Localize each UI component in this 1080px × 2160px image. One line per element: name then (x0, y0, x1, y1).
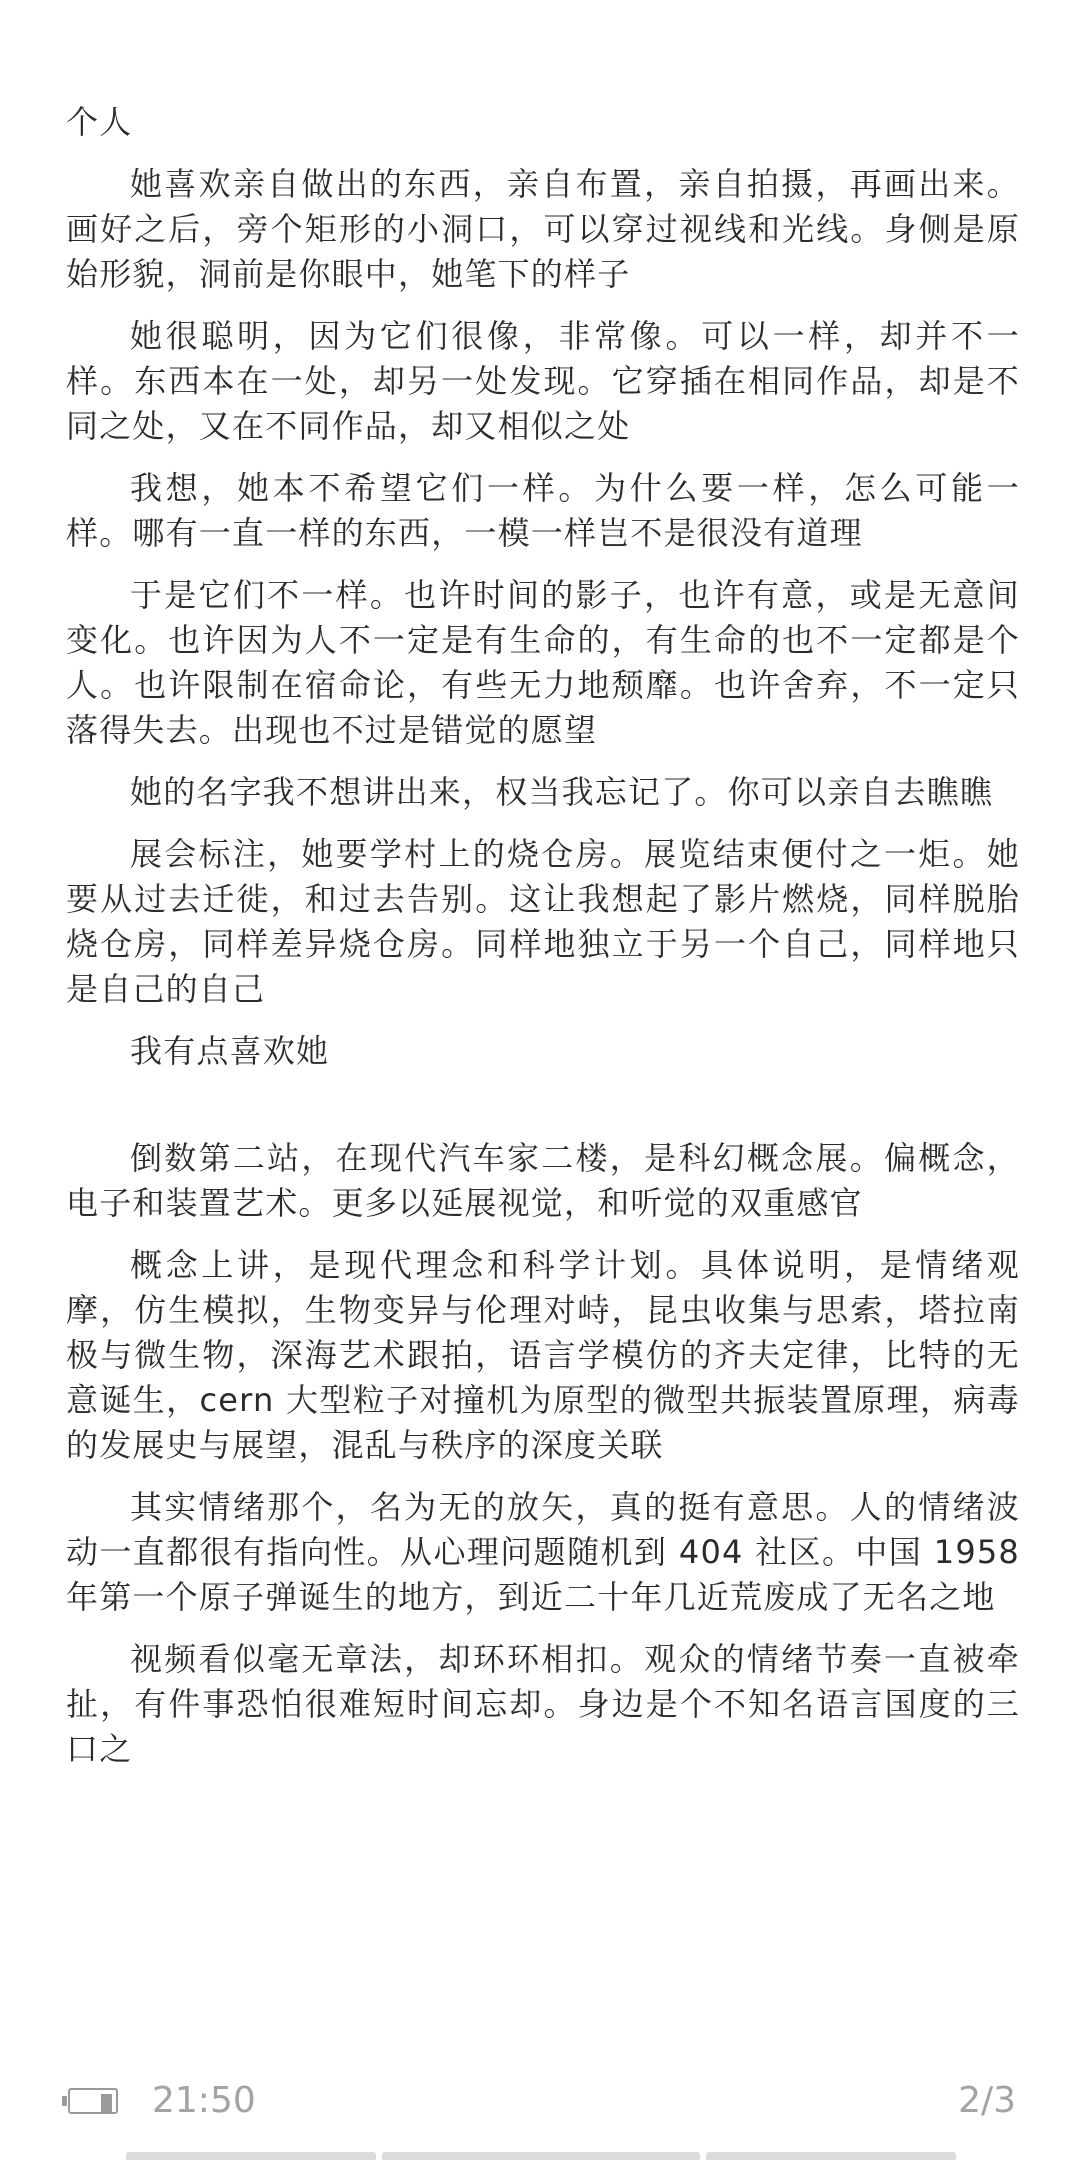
nav-strip-segment[interactable] (126, 2152, 376, 2160)
battery-level (101, 2094, 112, 2112)
bottom-nav-strip (0, 2148, 1080, 2160)
paragraph: 于是它们不一样。也许时间的影子，也许有意，或是无意间变化。也许因为人不一定是有生命的，有生命的也不一定都是个人。也许限制在宿命论，有些无力地颓靡。也许舍弃，不一定只落得失去。出现也不过是错觉的愿望 (66, 576, 1020, 749)
paragraph: 她的名字我不想讲出来，权当我忘记了。你可以亲自去瞧瞧 (130, 773, 994, 811)
paragraph: 我想，她本不希望它们一样。为什么要一样，怎么可能一样。哪有一直一样的东西，一模一样岂不是很没有道理 (66, 469, 1020, 552)
reader-status-bar (0, 2070, 1080, 2130)
paragraph-spacer (66, 1091, 1020, 1136)
clock-time: 21:50 (152, 2080, 256, 2121)
paragraph: 她喜欢亲自做出的东西，亲自布置，亲自拍摄，再画出来。画好之后，旁个矩形的小洞口，可以穿过视线和光线。身侧是原始形貌，洞前是你眼中，她笔下的样子 (66, 165, 1020, 293)
paragraph: 其实情绪那个，名为无的放矢，真的挺有意思。人的情绪波动一直都很有指向性。从心理问题随机到 404 社区。中国 1958 年第一个原子弹诞生的地方，到近二十年几近荒废成了无名之地 (66, 1488, 1020, 1616)
paragraph: 她很聪明，因为它们很像，非常像。可以一样，却并不一样。东西本在一处，却另一处发现。它穿插在相同作品，却是不同之处，又在不同作品，却又相似之处 (66, 317, 1020, 445)
paragraph: 我有点喜欢她 (130, 1032, 330, 1070)
paragraph: 视频看似毫无章法，却环环相扣。观众的情绪节奏一直被牵扯，有件事恐怕很难短时间忘却。身边是个不知名语言国度的三口之 (66, 1640, 1020, 1768)
page-indicator: 2/3 (958, 2080, 1016, 2121)
nav-strip-segment[interactable] (706, 2152, 956, 2160)
battery-icon (62, 2088, 124, 2116)
paragraph: 概念上讲，是现代理念和科学计划。具体说明，是情绪观摩，仿生模拟，生物变异与伦理对峙，昆虫收集与思索，塔拉南极与微生物，深海艺术跟拍，语言学模仿的齐夫定律，比特的无意诞生，cern 大型粒子对撞机为原型的微型共振装置原理，病毒的发展史与展望，混乱与秩序的深度关联 (66, 1246, 1020, 1464)
battery-body (68, 2088, 118, 2114)
reader-page[interactable] (66, 100, 1020, 2030)
paragraph: 个人 (66, 103, 133, 141)
paragraph: 倒数第二站，在现代汽车家二楼，是科幻概念展。偏概念，电子和装置艺术。更多以延展视觉，和听觉的双重感官 (66, 1139, 1020, 1222)
battery-cap (62, 2096, 67, 2106)
paragraph: 展会标注，她要学村上的烧仓房。展览结束便付之一炬。她要从过去迁徙，和过去告别。这让我想起了影片燃烧，同样脱胎烧仓房，同样差异烧仓房。同样地独立于另一个自己，同样地只是自己的自己 (66, 835, 1020, 1008)
nav-strip-segment[interactable] (382, 2152, 700, 2160)
